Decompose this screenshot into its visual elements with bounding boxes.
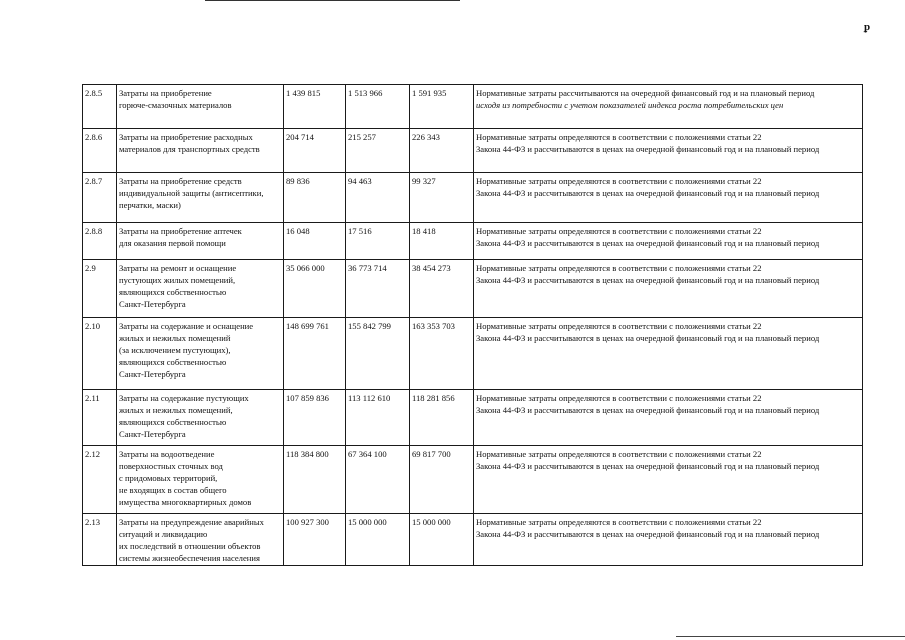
row-note [474,446,863,514]
row-name [117,129,284,173]
row-value-v1: 35 066 000 [284,260,346,318]
row-name-line: имущества многоквартирных домов [119,497,252,507]
row-name-line: Затраты на содержание пустующих [119,393,249,403]
row-note [474,129,863,173]
table-row [83,129,863,173]
row-note [474,318,863,390]
row-value-v3: 15 000 000 [410,514,474,566]
row-name [117,514,284,566]
table-row [83,260,863,318]
row-value-v1: 148 699 761 [284,318,346,390]
table-body [83,85,863,566]
row-code: 2.11 [83,390,117,446]
row-name [117,446,284,514]
row-name-line: Затраты на водоотведение [119,449,215,459]
row-note-line: Закона 44-ФЗ и рассчитываются в ценах на очередной финансовый год и на плановый период [476,405,820,415]
row-name-line: системы жизнеобеспечения населения [119,553,260,563]
row-name-line: жилых и нежилых помещений, [119,405,233,415]
row-value-v1: 107 859 836 [284,390,346,446]
row-name-line: Затраты на предупреждение аварийных [119,517,264,527]
row-note [474,390,863,446]
row-name-line: Санкт-Петербурга [119,429,186,439]
row-name [117,173,284,223]
table-row [83,85,863,129]
row-value-v3: 163 353 703 [410,318,474,390]
row-note-line: исходя из потребности с учетом показателей индекса роста потребительских цен [476,100,784,110]
row-note-line: Закона 44-ФЗ и рассчитываются в ценах на очередной финансовый год и на плановый период [476,238,820,248]
row-name-line: Затраты на приобретение [119,88,212,98]
row-name-line: (за исключением пустующих), [119,345,231,355]
row-name [117,390,284,446]
row-note-line: Нормативные затраты определяются в соответствии с положениями статьи 22 [476,517,762,527]
row-name-line: поверхностных сточных вод [119,461,223,471]
table-row [83,514,863,566]
row-name-line: их последствий в отношении объектов [119,541,261,551]
budget-table [82,84,863,566]
top-rule [205,0,460,1]
row-name-line: для оказания первой помощи [119,238,226,248]
row-value-v2: 15 000 000 [346,514,410,566]
row-name-line: материалов для транспортных средств [119,144,260,154]
row-code: 2.13 [83,514,117,566]
bottom-rule [676,636,905,637]
row-note-line: Нормативные затраты определяются в соответствии с положениями статьи 22 [476,176,762,186]
row-note [474,223,863,260]
row-name-line: индивидуальной защиты (антисептики, [119,188,264,198]
row-note [474,173,863,223]
row-value-v1: 118 384 800 [284,446,346,514]
row-name [117,260,284,318]
row-value-v3: 118 281 856 [410,390,474,446]
row-name-line: пустующих жилых помещений, [119,275,236,285]
row-note-line: Закона 44-ФЗ и рассчитываются в ценах на очередной финансовый год и на плановый период [476,333,820,343]
row-note-line: Нормативные затраты определяются в соответствии с положениями статьи 22 [476,263,762,273]
row-name [117,223,284,260]
row-name-line: Затраты на приобретение средств [119,176,242,186]
row-note-line: Нормативные затраты определяются в соответствии с положениями статьи 22 [476,321,762,331]
row-name-line: Затраты на ремонт и оснащение [119,263,237,273]
row-code: 2.8.8 [83,223,117,260]
table-row [83,223,863,260]
row-code: 2.8.6 [83,129,117,173]
row-note-line: Нормативные затраты определяются в соответствии с положениями статьи 22 [476,226,762,236]
row-note-line: Нормативные затраты определяются в соответствии с положениями статьи 22 [476,393,762,403]
row-note-line: Нормативные затраты рассчитываются на очередной финансовый год и на плановый период [476,88,815,98]
row-name-line: с придомовых территорий, [119,473,218,483]
row-code: 2.9 [83,260,117,318]
row-note-line: Закона 44-ФЗ и рассчитываются в ценах на очередной финансовый год и на плановый период [476,529,820,539]
row-value-v3: 1 591 935 [410,85,474,129]
row-value-v2: 36 773 714 [346,260,410,318]
row-note-line: Закона 44-ФЗ и рассчитываются в ценах на очередной финансовый год и на плановый период [476,188,820,198]
row-note-line: Закона 44-ФЗ и рассчитываются в ценах на очередной финансовый год и на плановый период [476,461,820,471]
row-name-line: Санкт-Петербурга [119,369,186,379]
row-value-v3: 38 454 273 [410,260,474,318]
row-name-line: являющихся собственностью [119,287,227,297]
row-name [117,318,284,390]
row-value-v1: 89 836 [284,173,346,223]
corner-mark: ᵱ [864,21,871,33]
row-note [474,514,863,566]
table-row [83,446,863,514]
row-value-v1: 100 927 300 [284,514,346,566]
row-name-line: Затраты на приобретение расходных [119,132,253,142]
row-note [474,85,863,129]
row-name-line: перчатки, маски) [119,200,181,210]
row-name-line: горюче-смазочных материалов [119,100,232,110]
row-name-line: жилых и нежилых помещений [119,333,231,343]
row-code: 2.12 [83,446,117,514]
row-value-v3: 226 343 [410,129,474,173]
row-value-v2: 94 463 [346,173,410,223]
row-value-v1: 204 714 [284,129,346,173]
row-value-v1: 1 439 815 [284,85,346,129]
row-name-line: Затраты на приобретение аптечек [119,226,242,236]
row-name-line: являющихся собственностью [119,417,227,427]
row-note-line: Нормативные затраты определяются в соответствии с положениями статьи 22 [476,449,762,459]
row-name-line: являющихся собственностью [119,357,227,367]
row-code: 2.8.5 [83,85,117,129]
table-row [83,318,863,390]
row-value-v2: 113 112 610 [346,390,410,446]
row-value-v2: 67 364 100 [346,446,410,514]
row-value-v1: 16 048 [284,223,346,260]
row-name-line: Затраты на содержание и оснащение [119,321,254,331]
row-value-v2: 155 842 799 [346,318,410,390]
row-name-line: Санкт-Петербурга [119,299,186,309]
row-value-v2: 215 257 [346,129,410,173]
row-name [117,85,284,129]
row-note-line: Закона 44-ФЗ и рассчитываются в ценах на очередной финансовый год и на плановый период [476,275,820,285]
table-row [83,390,863,446]
row-value-v3: 69 817 700 [410,446,474,514]
row-name-line: ситуаций и ликвидацию [119,529,208,539]
row-value-v2: 1 513 966 [346,85,410,129]
row-note-line: Нормативные затраты определяются в соответствии с положениями статьи 22 [476,132,762,142]
row-name-line: не входящих в состав общего [119,485,227,495]
row-value-v3: 99 327 [410,173,474,223]
table-row [83,173,863,223]
row-note [474,260,863,318]
row-value-v3: 18 418 [410,223,474,260]
row-value-v2: 17 516 [346,223,410,260]
row-code: 2.10 [83,318,117,390]
row-note-line: Закона 44-ФЗ и рассчитываются в ценах на очередной финансовый год и на плановый период [476,144,820,154]
row-code: 2.8.7 [83,173,117,223]
